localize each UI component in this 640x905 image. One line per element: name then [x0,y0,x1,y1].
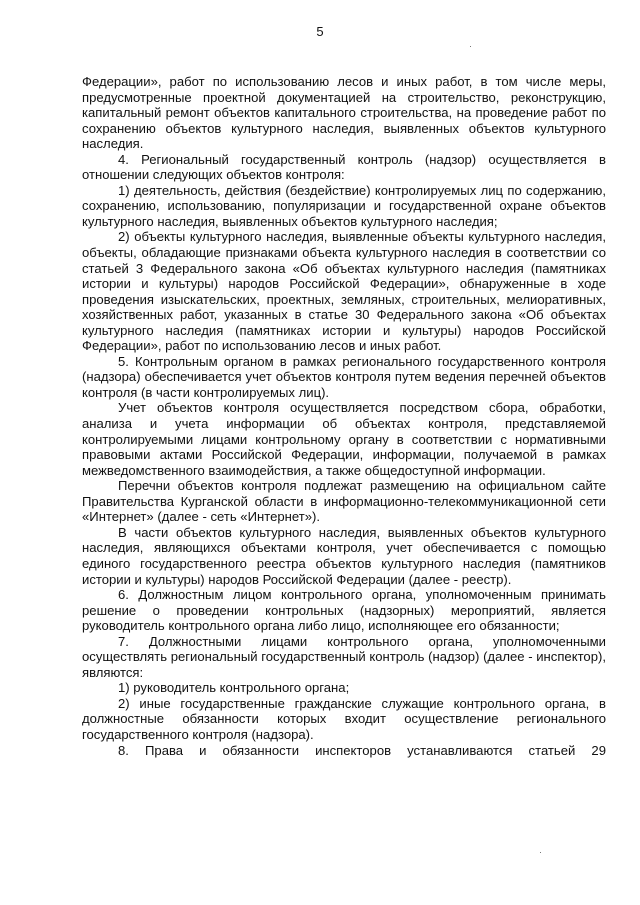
paragraph-item-6: 6. Должностным лицом контрольного органа, уполномоченным принимать решение о проведении контрольных (надзорных) мероприятий, является руководитель контрольного органа либо лицо, исполняющее его обязанности; [82,587,606,634]
document-body [82,74,606,758]
paragraph-accounting: Учет объектов контроля осуществляется посредством сбора, обработки, анализа и учета информации об объектах контроля, представляемой контролируемыми лицами контрольному органу в соответствии с нормативными правовыми актами Российской Федерации, информации, получаемой в рамках межведомственного взаимодействия, а также общедоступной информации. [82,400,606,478]
paragraph-subitem-4-2: 2) объекты культурного наследия, выявленные объекты культурного наследия, объекты, обладающие признаками объекта культурного наследия в соответствии со статьей 3 Федерального закона «Об объектах культурного наследия (памятниках истории и культуры) народов Российской Федерации», обнаруженные в ходе проведения изыскательских, проектных, земляных, строительных, мелиоративных, хозяйственных работ, указанных в статье 30 Федерального закона «Об объектах культурного наследия (памятниках истории и культуры) народов Российской Федерации», работ по использованию лесов и иных работ. [82,229,606,354]
paragraph-subitem-7-2: 2) иные государственные гражданские служащие контрольного органа, в должностные обязанности которых входит осуществление регионального государственного контроля (надзора). [82,695,606,742]
paragraph-item-4: 4. Региональный государственный контроль (надзор) осуществляется в отношении следующих объектов контроля: [82,151,606,183]
paragraph-item-8: 8. Права и обязанности инспекторов устанавливаются статьей 29 [118,742,606,758]
page-number: 5 [316,24,324,39]
paragraph-item-5: 5. Контрольным органом в рамках регионального государственного контроля (надзора) обеспечивается учет объектов контроля путем ведения перечней объектов контроля (в части контролируемых лиц). [82,353,606,400]
paragraph-item-7: 7. Должностными лицами контрольного органа, уполномоченными осуществлять региональный государственный контроль (надзор) (далее - инспектор), являются: [82,633,606,680]
paragraph-continuation: Федерации», работ по использованию лесов и иных работ, в том числе меры, предусмотренные проектной документацией на строительство, реконструкцию, капитальный ремонт объектов капитального строительства, на проведение работ по сохранению объектов культурного наследия, выявленных объектов культурного наследия. [82,74,606,152]
paragraph-subitem-7-1: 1) руководитель контрольного органа; [118,680,350,696]
scan-speck [470,46,471,47]
scan-speck [540,852,541,853]
paragraph-register: В части объектов культурного наследия, выявленных объектов культурного наследия, являющихся объектами контроля, учет обеспечивается с помощью единого государственного реестра объектов культурного наследия (памятников истории и культуры) народов Российской Федерации (далее - реестр). [82,524,606,587]
paragraph-publication: Перечни объектов контроля подлежат размещению на официальном сайте Правительства Курганской области в информационно-телекоммуникационной сети «Интернет» (далее - сеть «Интернет»). [82,478,606,525]
paragraph-subitem-4-1: 1) деятельность, действия (бездействие) контролируемых лиц по содержанию, сохранению, использованию, популяризации и государственной охране объектов культурного наследия, выявленных объектов культурного наследия; [82,182,606,229]
